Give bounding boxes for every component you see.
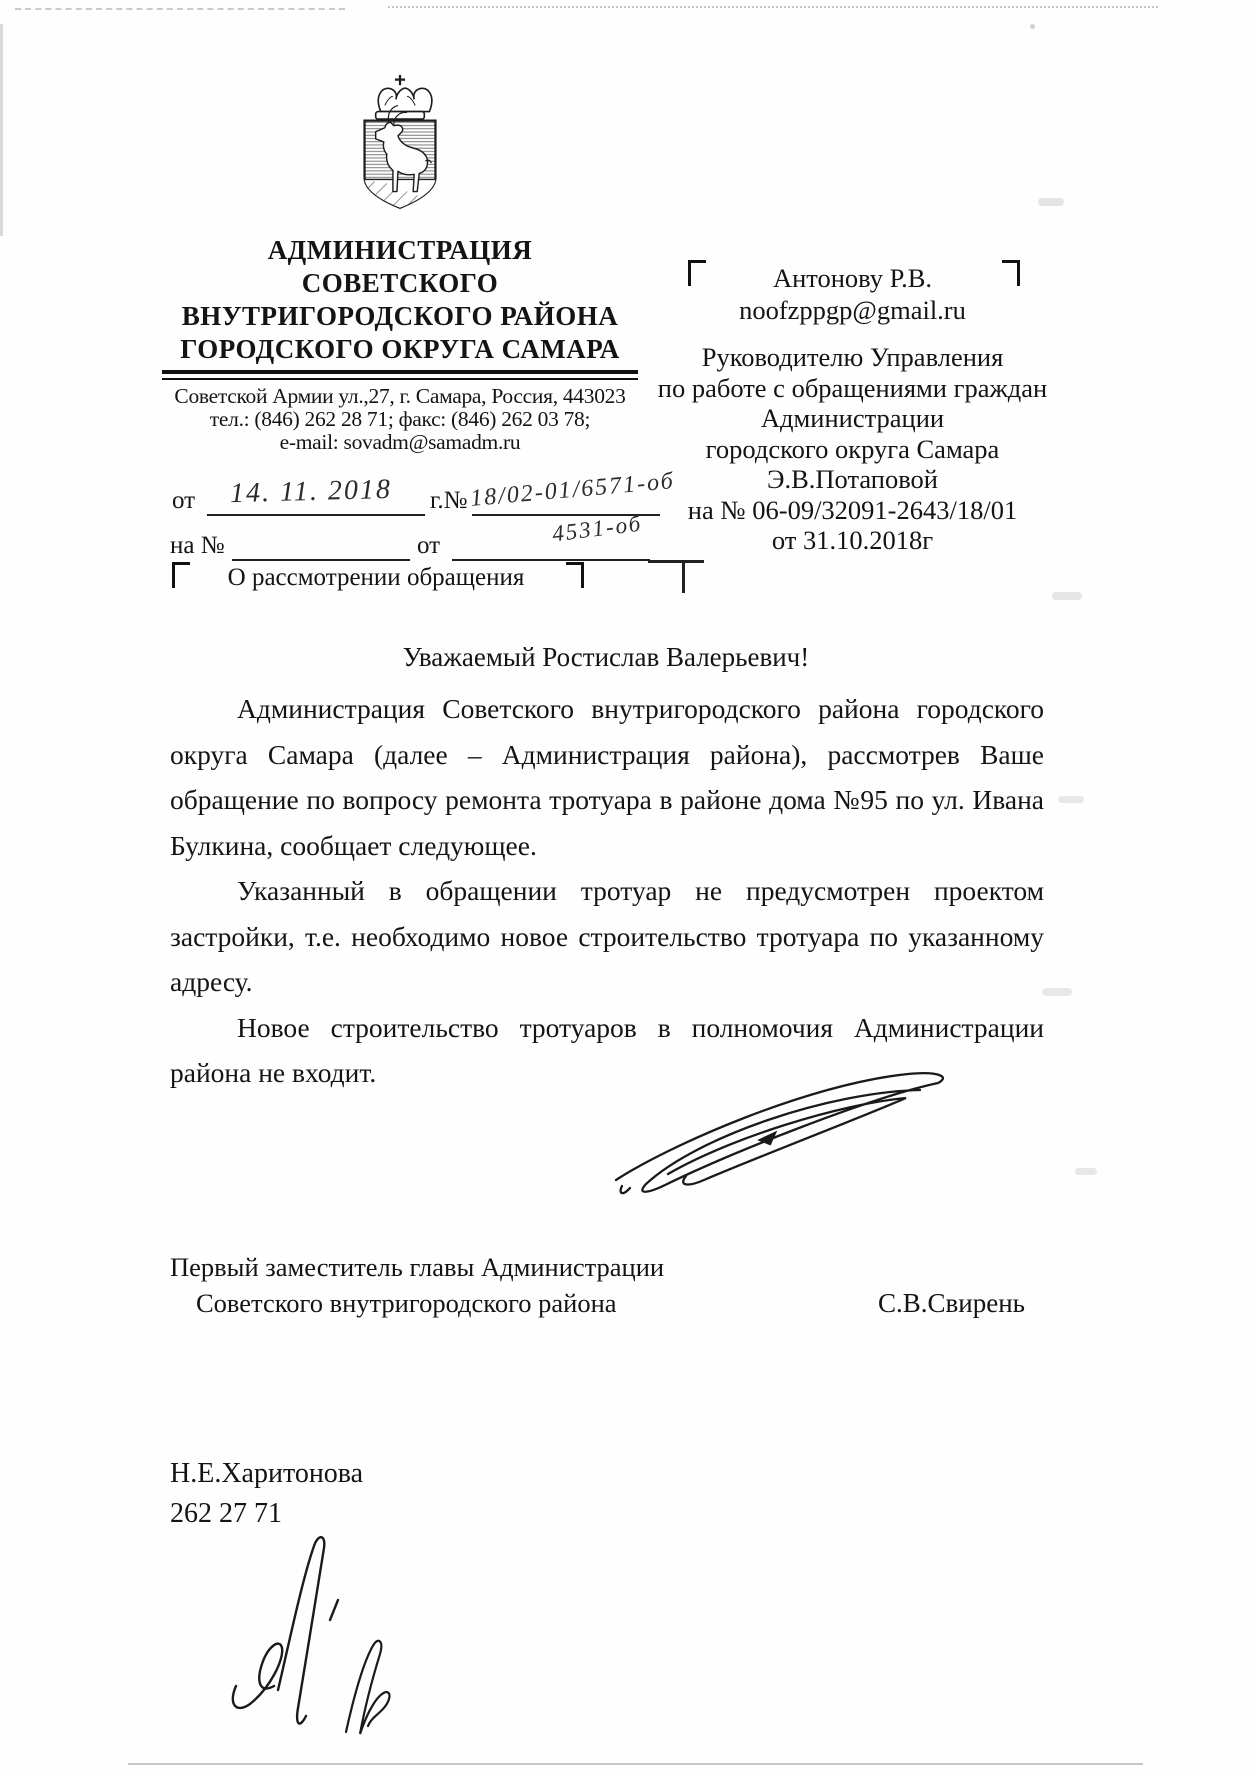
signature-scrawl-main xyxy=(608,1068,960,1200)
recipient-email: noofzppgp@gmail.ru xyxy=(739,295,966,325)
body-paragraph: Указанный в обращении тротуар не предусмотрен проектом застройки, т.е. необходимо новое строительство тротуара по указанному адресу. xyxy=(170,875,1044,997)
recipient-ref-number: на № 06-09/32091-2643/18/01 xyxy=(687,494,1018,525)
recipient-block xyxy=(655,262,1050,556)
corner-mark xyxy=(648,560,704,563)
salutation: Уважаемый Ростислав Валерьевич! xyxy=(402,642,810,672)
reply-date-underline xyxy=(452,533,650,561)
scan-artifact-top-line xyxy=(15,8,345,10)
recipient-line: Администрации xyxy=(760,403,945,433)
signer-title-line: Первый заместитель главы Администрации xyxy=(170,1252,665,1282)
letter-body xyxy=(170,686,1044,1096)
letterhead-divider xyxy=(162,370,638,380)
recipient-line: по работе с обращениями граждан xyxy=(657,372,1048,403)
recipient-name: Антонову Р.В. xyxy=(772,263,933,293)
org-name-line: ВНУТРИГОРОДСКОГО РАЙОНА xyxy=(181,301,619,331)
body-paragraph: Администрация Советского внутригородского района городского округа Самара (далее – Администрация района), рассмотрев Ваше обращение по вопросу ремонта тротуара в районе дома №95 по ул. Ивана Булкина, сообщает следующее. xyxy=(170,693,1044,861)
signer-title-line: Советского внутригородского района xyxy=(196,1288,617,1318)
samara-coat-of-arms-icon xyxy=(344,72,456,224)
org-phone-fax: тел.: (846) 262 28 71; факс: (846) 262 03 78; xyxy=(209,407,591,431)
signature-scrawl-secondary xyxy=(332,1636,402,1741)
reply-ref-label: на № xyxy=(170,532,225,559)
executor-name: Н.Е.Харитонова xyxy=(170,1458,364,1489)
corner-bracket-left xyxy=(172,562,190,588)
scan-artifact-bottom-line xyxy=(128,1763,1143,1765)
number-field-label: г.№ xyxy=(430,487,468,514)
handwritten-number-2: 4531-об xyxy=(550,510,644,547)
org-name-line: АДМИНИСТРАЦИЯ xyxy=(267,235,533,265)
reply-date-label: от xyxy=(417,532,441,559)
scan-speck xyxy=(1042,988,1072,996)
corner-mark xyxy=(682,560,685,593)
reply-ref-underline xyxy=(232,533,410,561)
recipient-line: городского округа Самара xyxy=(705,433,1000,464)
scan-speck xyxy=(1075,1168,1097,1175)
body-paragraph: Новое строительство тротуаров в полномочия Администрации района не входит. xyxy=(170,1011,1044,1088)
scan-speck xyxy=(1030,24,1035,29)
scan-speck xyxy=(1038,198,1064,206)
recipient-line: Э.В.Потаповой xyxy=(767,464,938,494)
subject-line: О рассмотрении обращения xyxy=(227,564,525,591)
corner-bracket-right xyxy=(566,562,584,588)
recipient-line: Руководителю Управления xyxy=(701,342,1004,372)
letterhead xyxy=(150,72,650,454)
signer-name: С.В.Свирень xyxy=(878,1288,1025,1318)
org-email: e-mail: sovadm@samadm.ru xyxy=(279,430,521,454)
scan-speck xyxy=(1052,592,1082,600)
scan-artifact-top-line xyxy=(388,6,1158,8)
scan-speck xyxy=(1058,796,1084,803)
recipient-ref-date: от 31.10.2018г xyxy=(771,525,934,555)
handwritten-number: 18/02-01/6571-об xyxy=(469,468,676,512)
org-address: Советской Армии ул.,27, г. Самара, Россия, 443023 xyxy=(174,384,626,408)
date-field-label: от xyxy=(172,487,196,514)
org-name-line: ГОРОДСКОГО ОКРУГА САМАРА xyxy=(180,334,620,364)
handwritten-date: 14. 11. 2018 xyxy=(229,473,393,510)
org-name-line: СОВЕТСКОГО xyxy=(301,268,499,298)
executor-phone: 262 27 71 xyxy=(170,1498,282,1529)
scan-artifact-left-streak xyxy=(0,24,3,236)
